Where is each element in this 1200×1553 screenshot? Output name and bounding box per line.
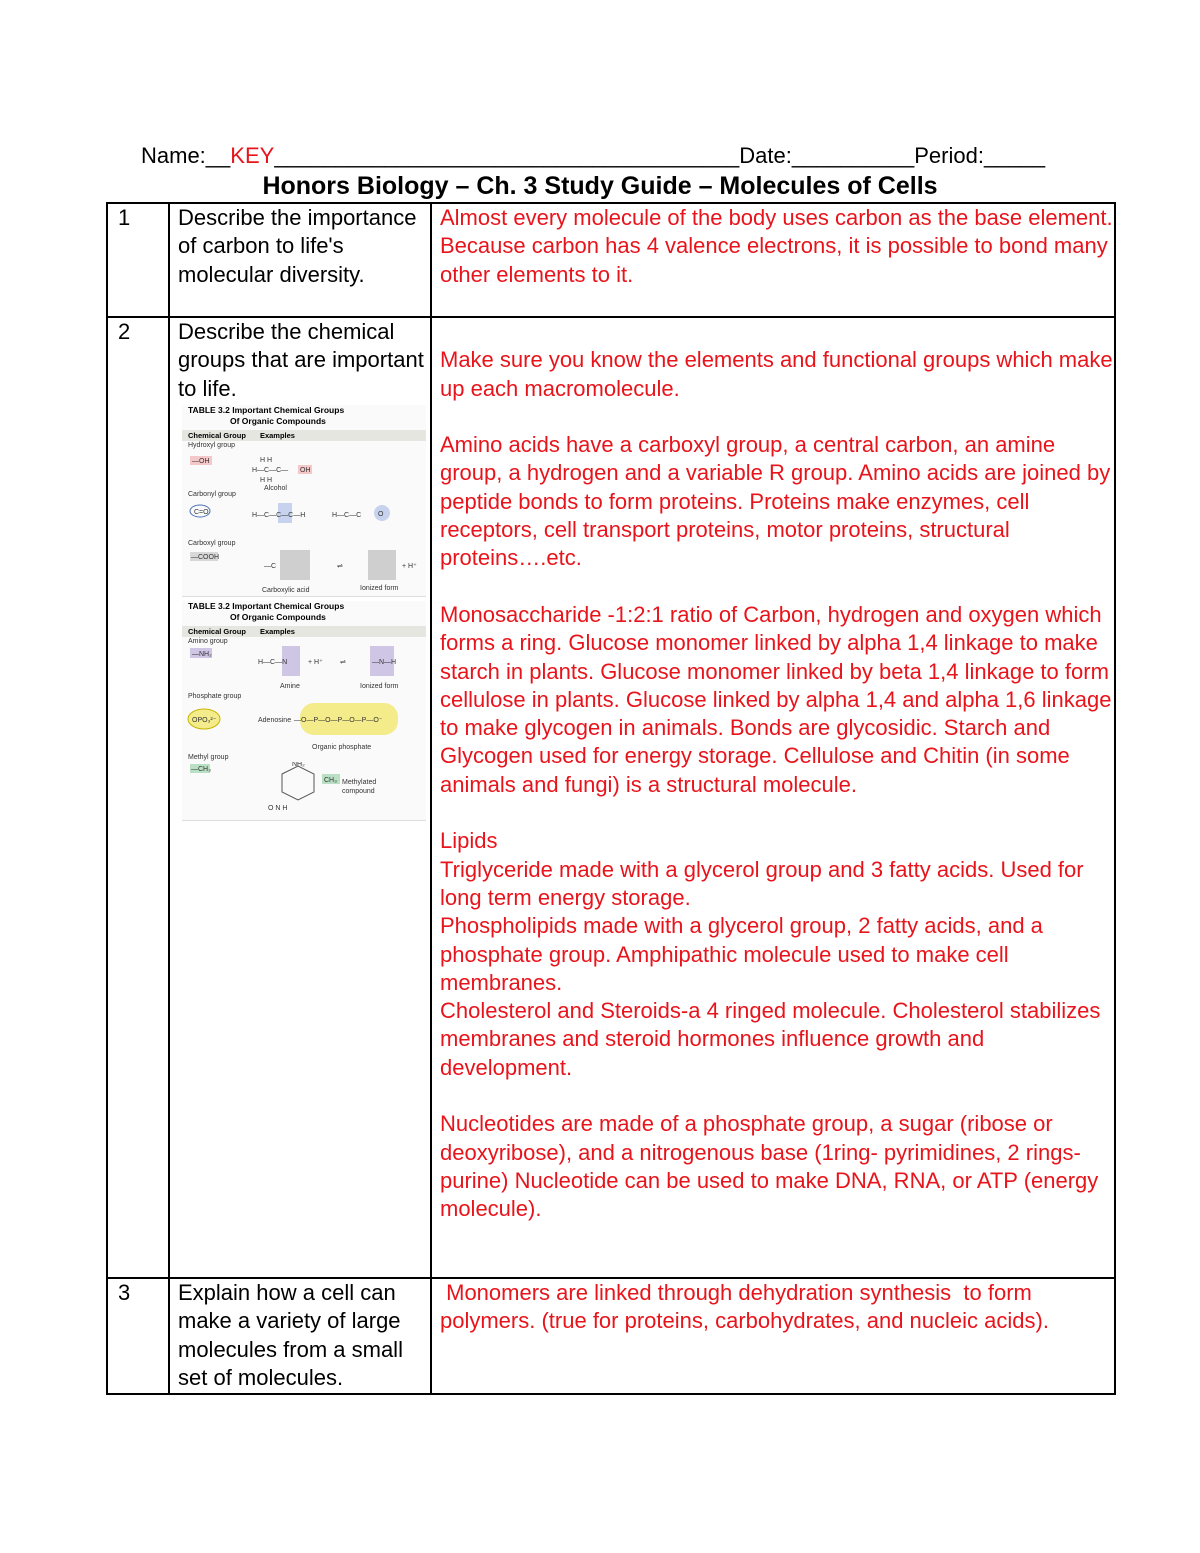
svg-text:—O—P—O—P—O—P—O⁻: —O—P—O—P—O—P—O⁻: [294, 716, 383, 724]
row-number: 2: [107, 317, 169, 1278]
svg-text:Ionized form: Ionized form: [360, 682, 399, 690]
answer-cell: Monomers are linked through dehydration synthesis to form polymers. (true for proteins, carbohydrates, and nucleic acids).: [431, 1278, 1115, 1394]
svg-text:+ H⁺: + H⁺: [402, 562, 417, 570]
hydroxyl-structure: [182, 450, 426, 490]
svg-text:CH₃: CH₃: [324, 776, 337, 784]
table-row: [107, 317, 1115, 1278]
svg-text:+ H⁺: + H⁺: [308, 658, 323, 666]
study-guide-table: [106, 202, 1116, 1395]
answer-paragraph: Phospholipids made with a glycerol group, 2 fatty acids, and a phosphate group. Amphipathic molecule used to make cell membranes.: [440, 913, 1043, 995]
carboxyl-label: Carboxyl group: [188, 539, 236, 547]
methyl-structure: [182, 762, 426, 820]
figure-table-subtitle: Of Organic Compounds: [230, 415, 326, 426]
svg-text:Ionized form: Ionized form: [360, 584, 399, 592]
svg-text:—C: —C: [264, 562, 277, 570]
svg-text:H—C—C: H—C—C: [332, 511, 362, 519]
carbonyl-structure: [182, 499, 426, 539]
svg-text:⇌: ⇌: [340, 658, 346, 666]
svg-text:—COOH: —COOH: [191, 553, 219, 561]
row-number: 3: [107, 1278, 169, 1394]
answer-cell: Almost every molecule of the body uses carbon as the base element. Because carbon has 4 valence electrons, it is possible to bond many other elements to it.: [431, 203, 1115, 317]
svg-text:H H: H H: [260, 476, 273, 484]
phosphate-label: Phosphate group: [188, 692, 242, 700]
svg-text:—NH₂: —NH₂: [192, 650, 212, 658]
amino-structure: [182, 646, 426, 692]
svg-text:Alcohol: Alcohol: [264, 484, 287, 490]
chemical-groups-figure: [182, 405, 426, 821]
svg-text:—CH₃: —CH₃: [191, 765, 211, 773]
svg-text:O: O: [378, 510, 384, 518]
svg-text:OPO₃²⁻: OPO₃²⁻: [192, 716, 217, 724]
figure-table-subtitle: Of Organic Compounds: [230, 611, 326, 622]
table-row: [107, 203, 1115, 317]
svg-text:Organic phosphate: Organic phosphate: [312, 743, 372, 751]
row-number: 1: [107, 203, 169, 317]
figure-panel-1: [182, 405, 426, 597]
svg-text:H—C—C—: H—C—C—: [252, 466, 289, 474]
svg-text:⇌: ⇌: [337, 562, 343, 570]
date-blank: __________: [791, 143, 915, 168]
question-cell: Explain how a cell can make a variety of large molecules from a small set of molecules.: [169, 1278, 431, 1394]
period-blank: _____: [983, 143, 1046, 168]
name-blank: ______________________________________: [274, 143, 740, 168]
answer-paragraph: Cholesterol and Steroids-a 4 ringed molecule. Cholesterol stabilizes membranes and steroid hormones influence growth and development.: [440, 998, 1101, 1080]
svg-text:OH: OH: [300, 466, 311, 474]
phosphate-structure: [182, 701, 426, 753]
svg-text:Adenosine: Adenosine: [258, 716, 292, 724]
svg-text:NH₂: NH₂: [292, 761, 305, 768]
answer-paragraph: Lipids: [440, 828, 498, 854]
answer-paragraph: Monosaccharide -1:2:1 ratio of Carbon, hydrogen and oxygen which forms a ring. Glucose monomer linked by alpha 1,4 linkage to make starch in plants. Glucose monomer linked by beta 1,4 linkage to form cellulose in plants. Glucose linked by alpha 1,4 and alpha 1,6 linkage to make glycogen in animals. Bonds are glycosidic. Starch and Glycogen used for energy storage. Cellulose and Chitin (in some animals and fungi) is a structural molecule.: [440, 601, 1112, 797]
name-value: KEY: [230, 143, 275, 168]
figure-table-title: TABLE 3.2 Important Chemical Groups: [188, 600, 345, 611]
date-label: Date:: [739, 143, 792, 168]
table-row: [107, 1278, 1115, 1394]
figure-header: Chemical Group Examples: [182, 430, 426, 441]
svg-text:—OH: —OH: [192, 457, 210, 465]
carboxyl-structure: [182, 548, 426, 596]
svg-text:compound: compound: [342, 787, 375, 795]
svg-text:Amine: Amine: [280, 682, 300, 690]
svg-text:C=O: C=O: [194, 508, 209, 516]
answer-paragraph: Amino acids have a carboxyl group, a central carbon, an amine group, a hydrogen and a variable R group. Amino acids are joined by peptide bonds to form proteins. Proteins make enzymes, cell receptors, cell transport proteins, motor proteins, structural proteins….etc.: [440, 432, 1111, 571]
question-cell: [169, 317, 431, 1278]
carbonyl-label: Carbonyl group: [188, 490, 236, 498]
header-line: [141, 143, 1045, 169]
svg-text:H—C—C—C—H: H—C—C—C—H: [252, 511, 306, 519]
answer-paragraph: Make sure you know the elements and functional groups which make up each macromolecule.: [440, 347, 1113, 401]
methyl-label: Methyl group: [188, 753, 229, 761]
page-title: Honors Biology – Ch. 3 Study Guide – Molecules of Cells: [262, 172, 938, 200]
answer-cell: [431, 317, 1115, 1278]
svg-text:H H: H H: [260, 456, 273, 464]
answer-paragraph: Triglyceride made with a glycerol group and 3 fatty acids. Used for long term energy storage.: [440, 856, 1084, 910]
svg-text:—N—H: —N—H: [372, 658, 397, 666]
figure-table-title: TABLE 3.2 Important Chemical Groups: [188, 404, 345, 415]
hydroxyl-label: Hydroxyl group: [188, 441, 236, 449]
figure-header: Chemical Group Examples: [182, 626, 426, 637]
svg-text:Carboxylic acid: Carboxylic acid: [262, 586, 310, 594]
amino-label: Amino group: [188, 637, 228, 645]
question-cell: Describe the importance of carbon to life's molecular diversity.: [169, 203, 431, 317]
svg-text:H—C—N: H—C—N: [258, 658, 288, 666]
answer-paragraph: Nucleotides are made of a phosphate group, a sugar (ribose or deoxyribose), and a nitrogenous base (1ring- pyrimidines, 2 rings- purine) Nucleotide can be used to make DNA, RNA, or ATP (energy molecule).: [440, 1111, 1099, 1222]
name-label: Name:__: [141, 143, 231, 168]
period-label: Period:: [914, 143, 984, 168]
figure-panel-2: [182, 601, 426, 821]
svg-text:Methylated: Methylated: [342, 778, 377, 786]
svg-text:O N H: O N H: [268, 804, 288, 812]
question-text: Describe the chemical groups that are important to life.: [178, 319, 424, 401]
